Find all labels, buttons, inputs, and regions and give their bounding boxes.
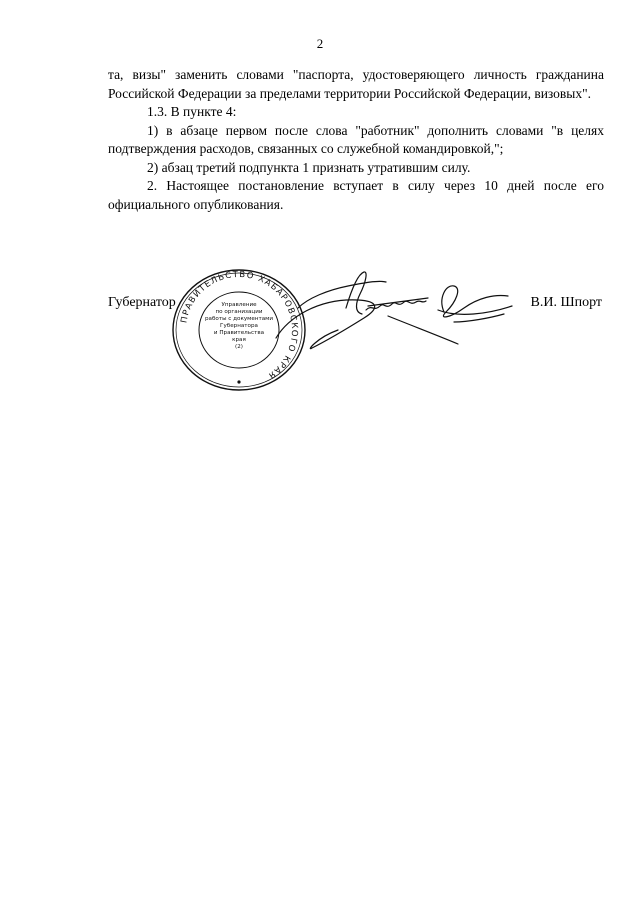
svg-text:края: края xyxy=(232,337,246,343)
svg-text:ПРАВИТЕЛЬСТВО ХАБАРОВСКОГО КРА: ПРАВИТЕЛЬСТВО ХАБАРОВСКОГО КРАЯ xyxy=(179,269,300,381)
svg-text:по организации: по организации xyxy=(215,309,263,315)
handwritten-signature xyxy=(268,268,518,356)
paragraph: 2) абзац третий подпункта 1 признать утратившим силу. xyxy=(147,159,471,175)
paragraph: та, визы" заменить словами "паспорта, удостоверяющего личность гражданина Российской Федерации за пределами территории Российской Федерации, визовых". xyxy=(108,67,604,101)
signatory-position: Губернатор xyxy=(108,295,176,310)
signatory-name: В.И. Шпорт xyxy=(530,295,602,310)
paragraph: 2. Настоящее постановление вступает в силу через 10 дней после его официального опубликования. xyxy=(108,178,604,212)
svg-text:Управление: Управление xyxy=(221,302,257,308)
paragraph: 1.3. В пункте 4: xyxy=(147,104,237,119)
page-number: 2 xyxy=(316,36,324,51)
svg-text:и Правительства: и Правительства xyxy=(213,330,265,336)
document-body xyxy=(108,66,604,214)
svg-text:Губернатора: Губернатора xyxy=(220,323,258,329)
svg-text:(2): (2) xyxy=(235,344,243,350)
signature-block xyxy=(0,269,640,390)
paragraph: 1) в абзаце первом после слова "работник" дополнить словами "в целях подтверждения расходов, связанных со служебной командировкой,"; xyxy=(108,122,604,156)
svg-text:работы с документами: работы с документами xyxy=(205,316,273,322)
